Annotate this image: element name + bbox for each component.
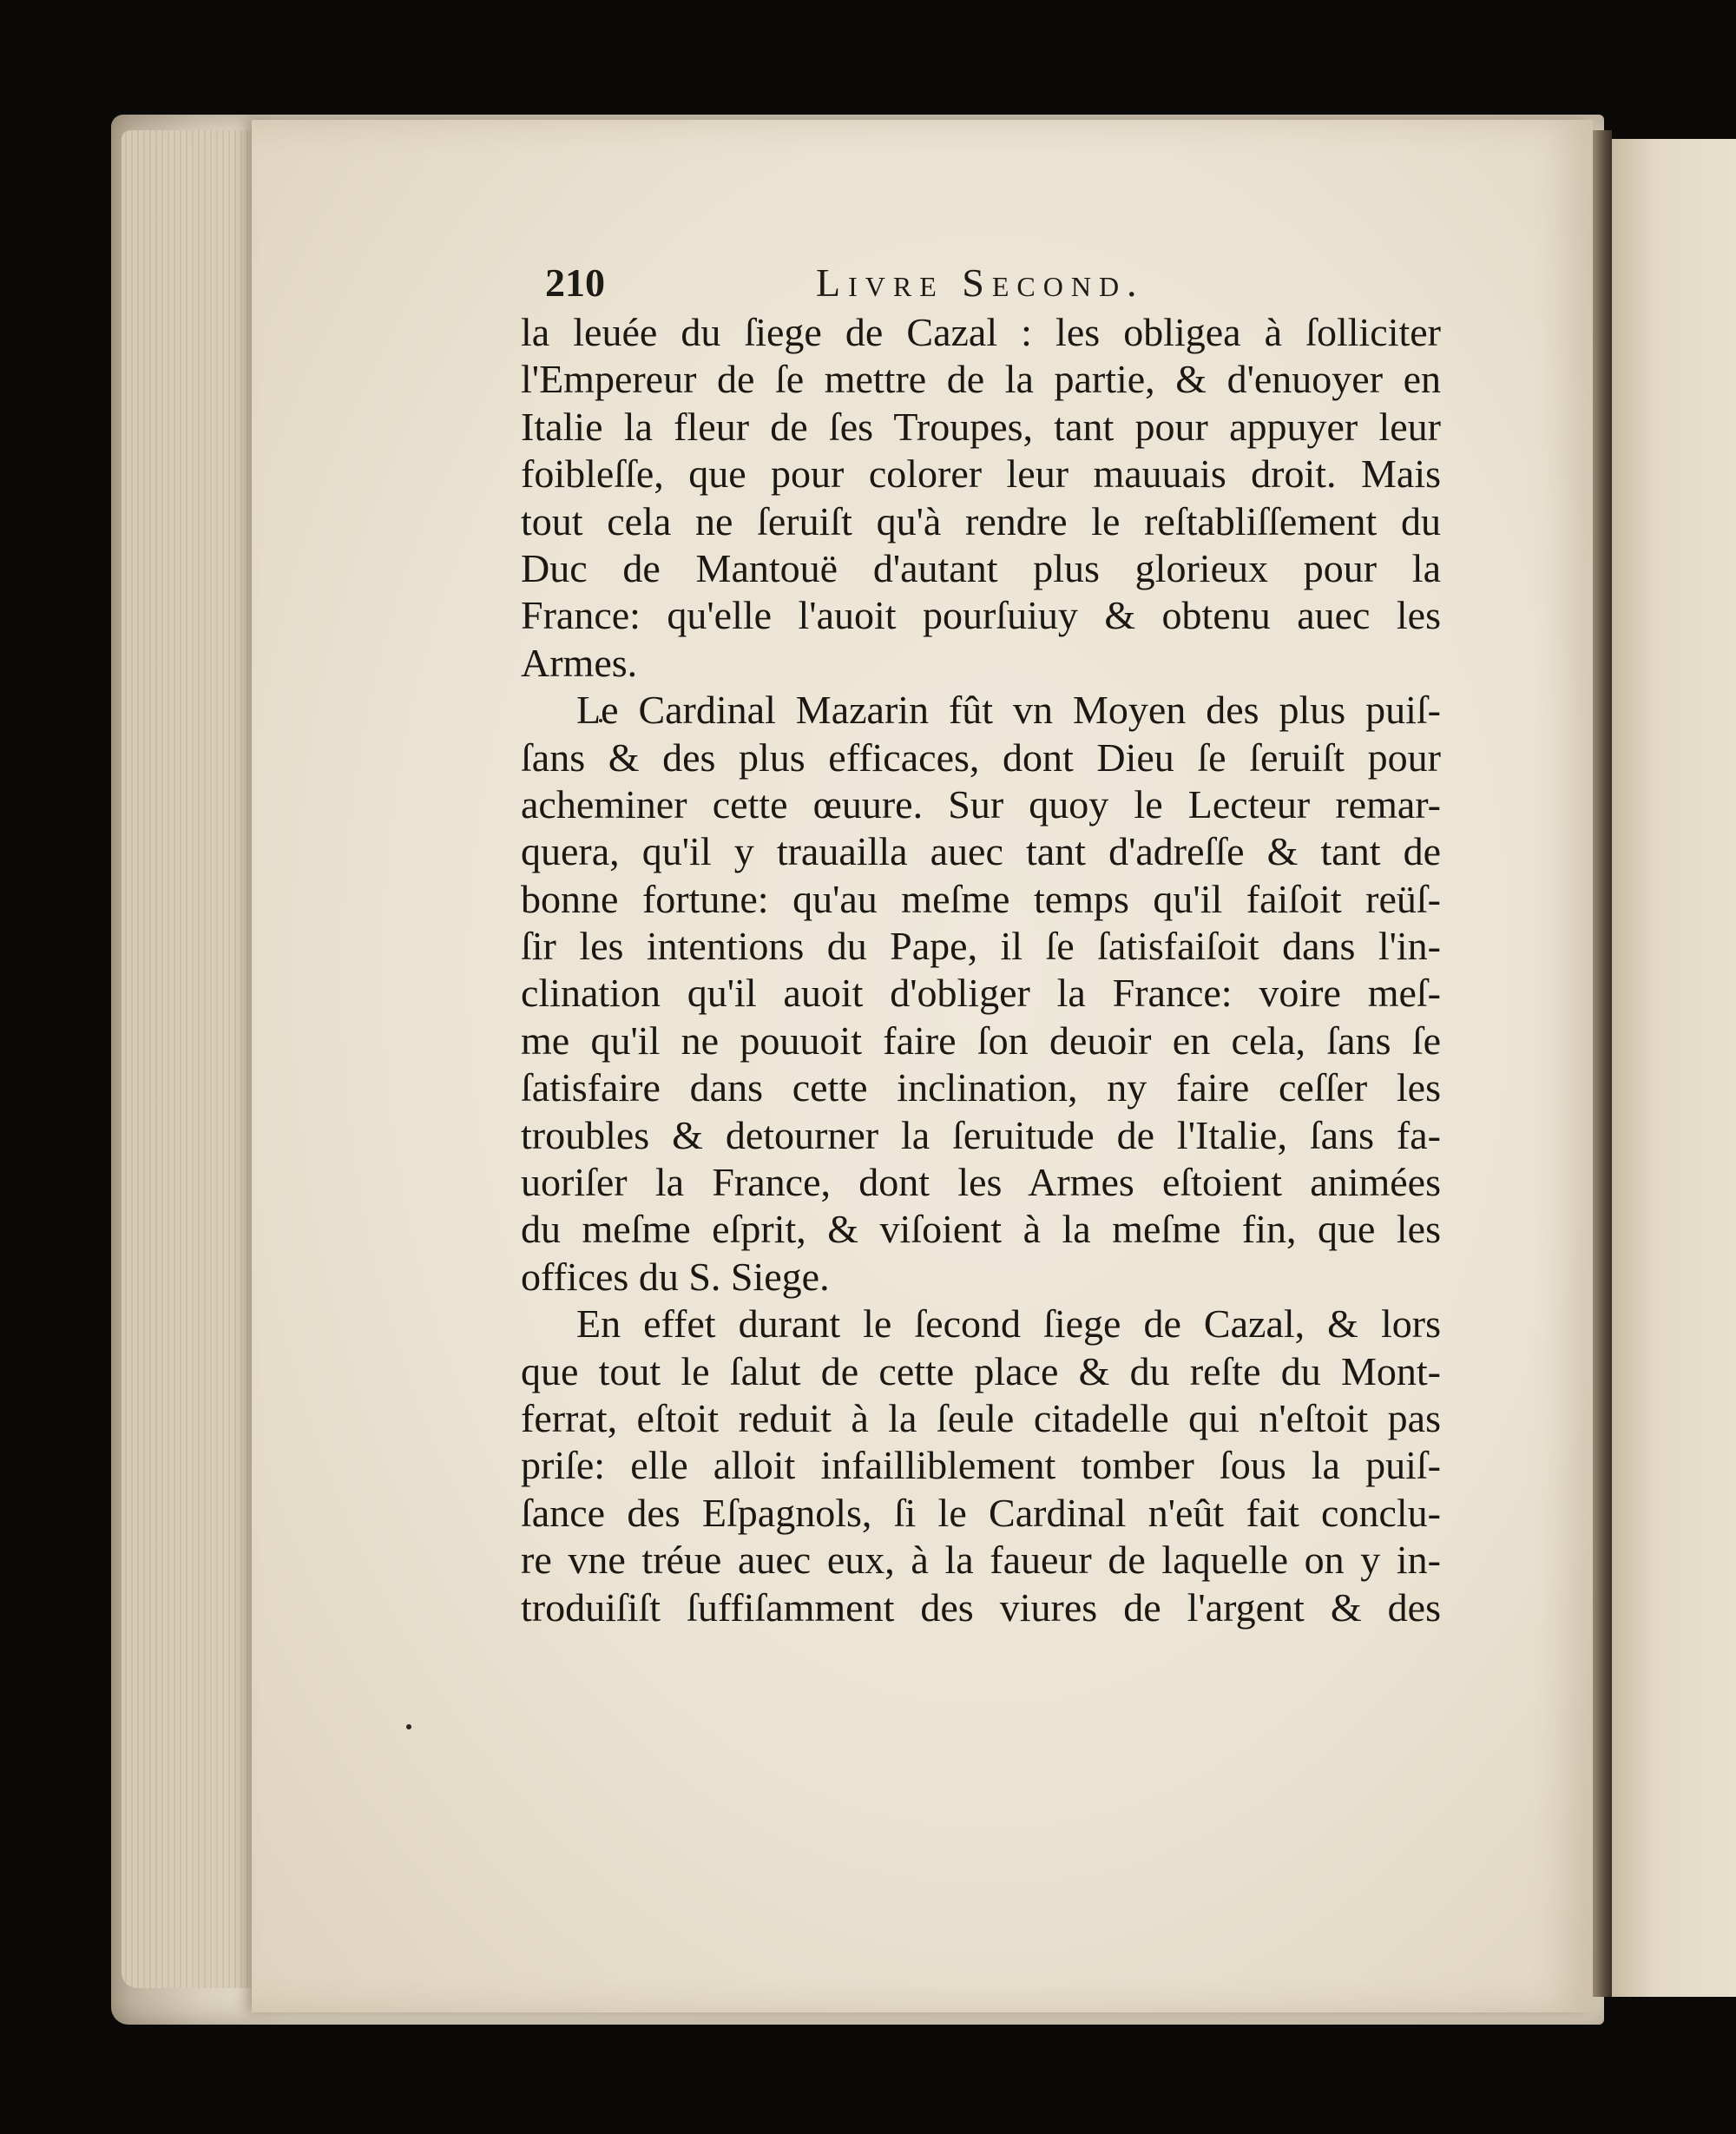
text-line: re vne tréue auec eux, à la faueur de laquelle on y in- [521,1538,1441,1583]
text-line: ſir les intentions du Pape, il ſe ſatisfaiſoit dans l'in- [521,924,1441,969]
text-line: Italie la fleur de ſes Troupes, tant pour appuyer leur [521,404,1441,449]
text-line: clination qu'il auoit d'obliger la France: voire meſ- [521,971,1441,1016]
text-line: quera, qu'il y trauailla auec tant d'adreſſe & tant de [521,829,1441,874]
page-number: 210 [545,260,605,305]
text-line: Armes. [521,640,638,685]
text-line: offices du S. Siege. [521,1254,830,1299]
text-line: Duc de Mantouë d'autant plus glorieux pour la [521,545,1441,590]
text-line: me qu'il ne pouuoit faire ſon deuoir en cela, ſans ſe [521,1018,1441,1063]
text-line: ſance des Eſpagnols, ſi le Cardinal n'eût fait conclu- [521,1490,1441,1535]
text-line: uoriſer la France, dont les Armes eſtoient animées [521,1160,1441,1205]
text-line: acheminer cette œuure. Sur quoy le Lecteur remar- [521,781,1441,827]
page-edges [122,130,252,1988]
facing-page [1612,139,1736,1997]
text-line: priſe: elle alloit infailliblement tomber ſous la puiſ- [521,1443,1441,1488]
running-head: Livre Second. [816,260,1145,305]
text-line: Le Cardinal Mazarin fût vn Moyen des plus puiſ- [576,688,1441,733]
text-line: foibleſſe, que pour colorer leur mauuais droit. Mais [521,451,1441,497]
text-line: que tout le ſalut de cette place & du reſte du Mont- [521,1348,1441,1393]
text-line: troubles & detourner la ſeruitude de l'Italie, ſans fa- [521,1112,1441,1157]
ink-fleck [406,1724,411,1729]
text-line: la leuée du ſiege de Cazal : les obligea à ſolliciter [521,310,1441,354]
text-line: bonne fortune: qu'au meſme temps qu'il faiſoit reüſ- [521,876,1441,921]
text-line: tout cela ne ſeruiſt qu'à rendre le reſtabliſſement du [521,498,1441,543]
text-line: du meſme eſprit, & viſoient à la meſme fin, que les [521,1207,1441,1252]
book-gutter [1593,130,1612,1997]
page-header [545,257,1205,309]
text-line: ferrat, eſtoit reduit à la ſeule citadelle qui n'eſtoit pas [521,1395,1441,1440]
text-line: En effet durant le ſecond ſiege de Cazal, & lors [576,1301,1441,1347]
page-text [521,309,1441,1631]
text-line: ſans & des plus efficaces, dont Dieu ſe ſeruiſt pour [521,734,1441,780]
text-line: troduiſiſt ſuffiſamment des viures de l'argent & des [521,1584,1441,1630]
text-line: ſatisfaire dans cette inclination, ny faire ceſſer les [521,1065,1441,1110]
text-line: France: qu'elle l'auoit pourſuiuy & obtenu auec les [521,593,1441,638]
text-line: l'Empereur de ſe mettre de la partie, & d'enuoyer en [521,357,1441,402]
